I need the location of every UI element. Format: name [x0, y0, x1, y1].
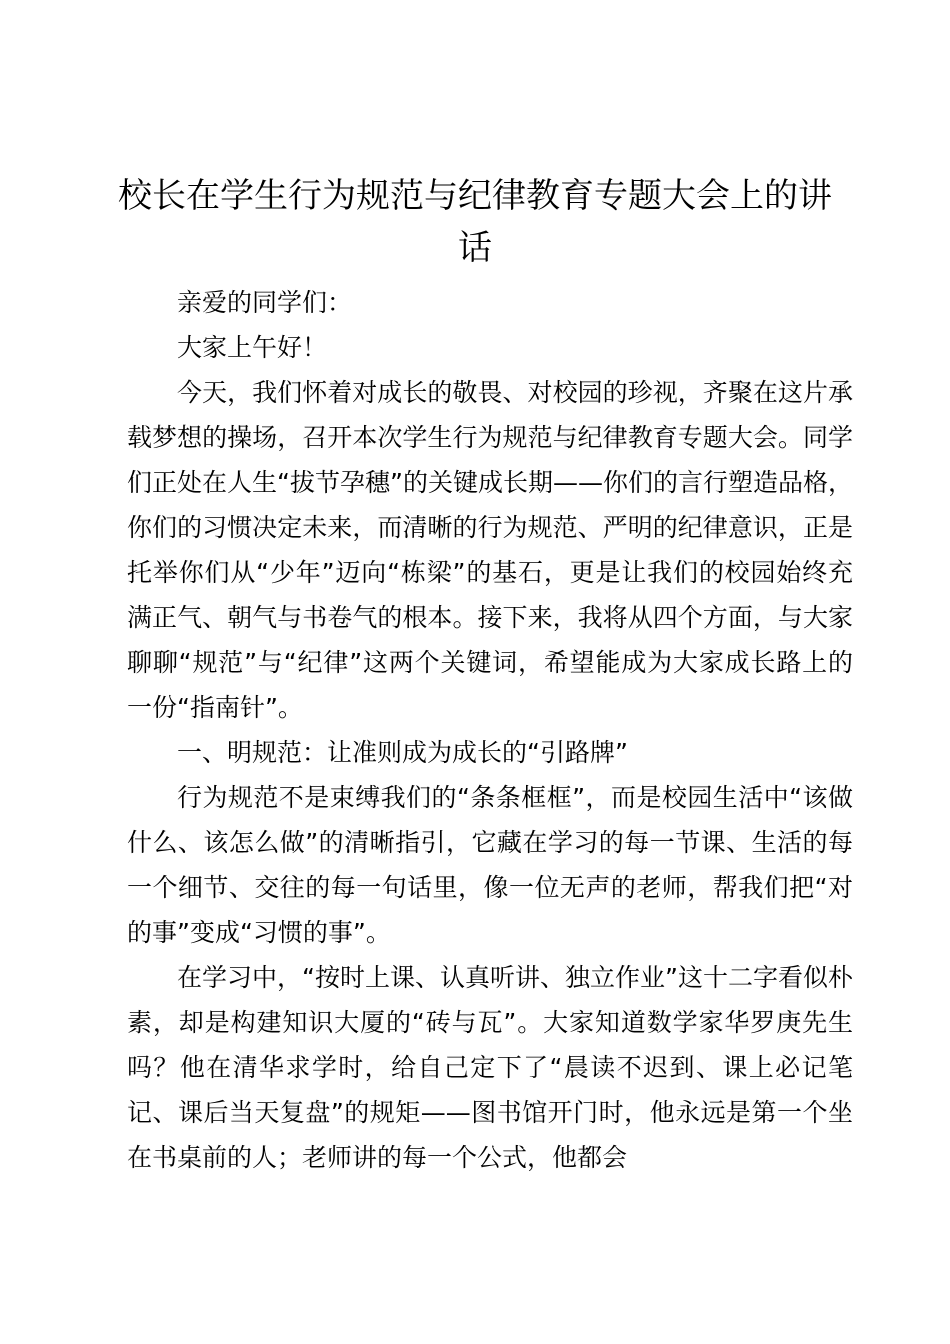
document-body — [127, 280, 853, 1180]
section-paragraph-2: 在学习中，“按时上课、认真听讲、独立作业”这十二字看似朴素，却是构建知识大厦的“砖与瓦”。大家知道数学家华罗庚先生吗？他在清华求学时，给自己定下了“晨读不迟到、课上必记笔记、课后当天复盘”的规矩——图书馆开门时，他永远是第一个坐在书桌前的人；老师讲的每一个公式，他都会 — [127, 963, 853, 1172]
document-title: 校长在学生行为规范与纪律教育专题大会上的讲话 — [118, 176, 832, 268]
section-heading: 一、明规范：让准则成为成长的“引路牌” — [177, 738, 628, 767]
intro-paragraph: 今天，我们怀着对成长的敬畏、对校园的珍视，齐聚在这片承载梦想的操场，召开本次学生行为规范与纪律教育专题大会。同学们正处在人生“拔节孕穗”的关键成长期——你们的言行塑造品格，你们的习惯决定未来，而清晰的行为规范、严明的纪律意识，正是托举你们从“少年”迈向“栋梁”的基石，更是让我们的校园始终充满正气、朝气与书卷气的根本。接下来，我将从四个方面，与大家聊聊“规范”与“纪律”这两个关键词，希望能成为大家成长路上的一份“指南针”。 — [127, 378, 853, 722]
salutation: 亲爱的同学们： — [177, 288, 353, 317]
section-paragraph-1: 行为规范不是束缚我们的“条条框框”，而是校园生活中“该做什么、该怎么做”的清晰指引，它藏在学习的每一节课、生活的每一个细节、交往的每一句话里，像一位无声的老师，帮我们把“对的事”变成“习惯的事”。 — [127, 783, 853, 947]
greeting: 大家上午好！ — [177, 333, 328, 362]
